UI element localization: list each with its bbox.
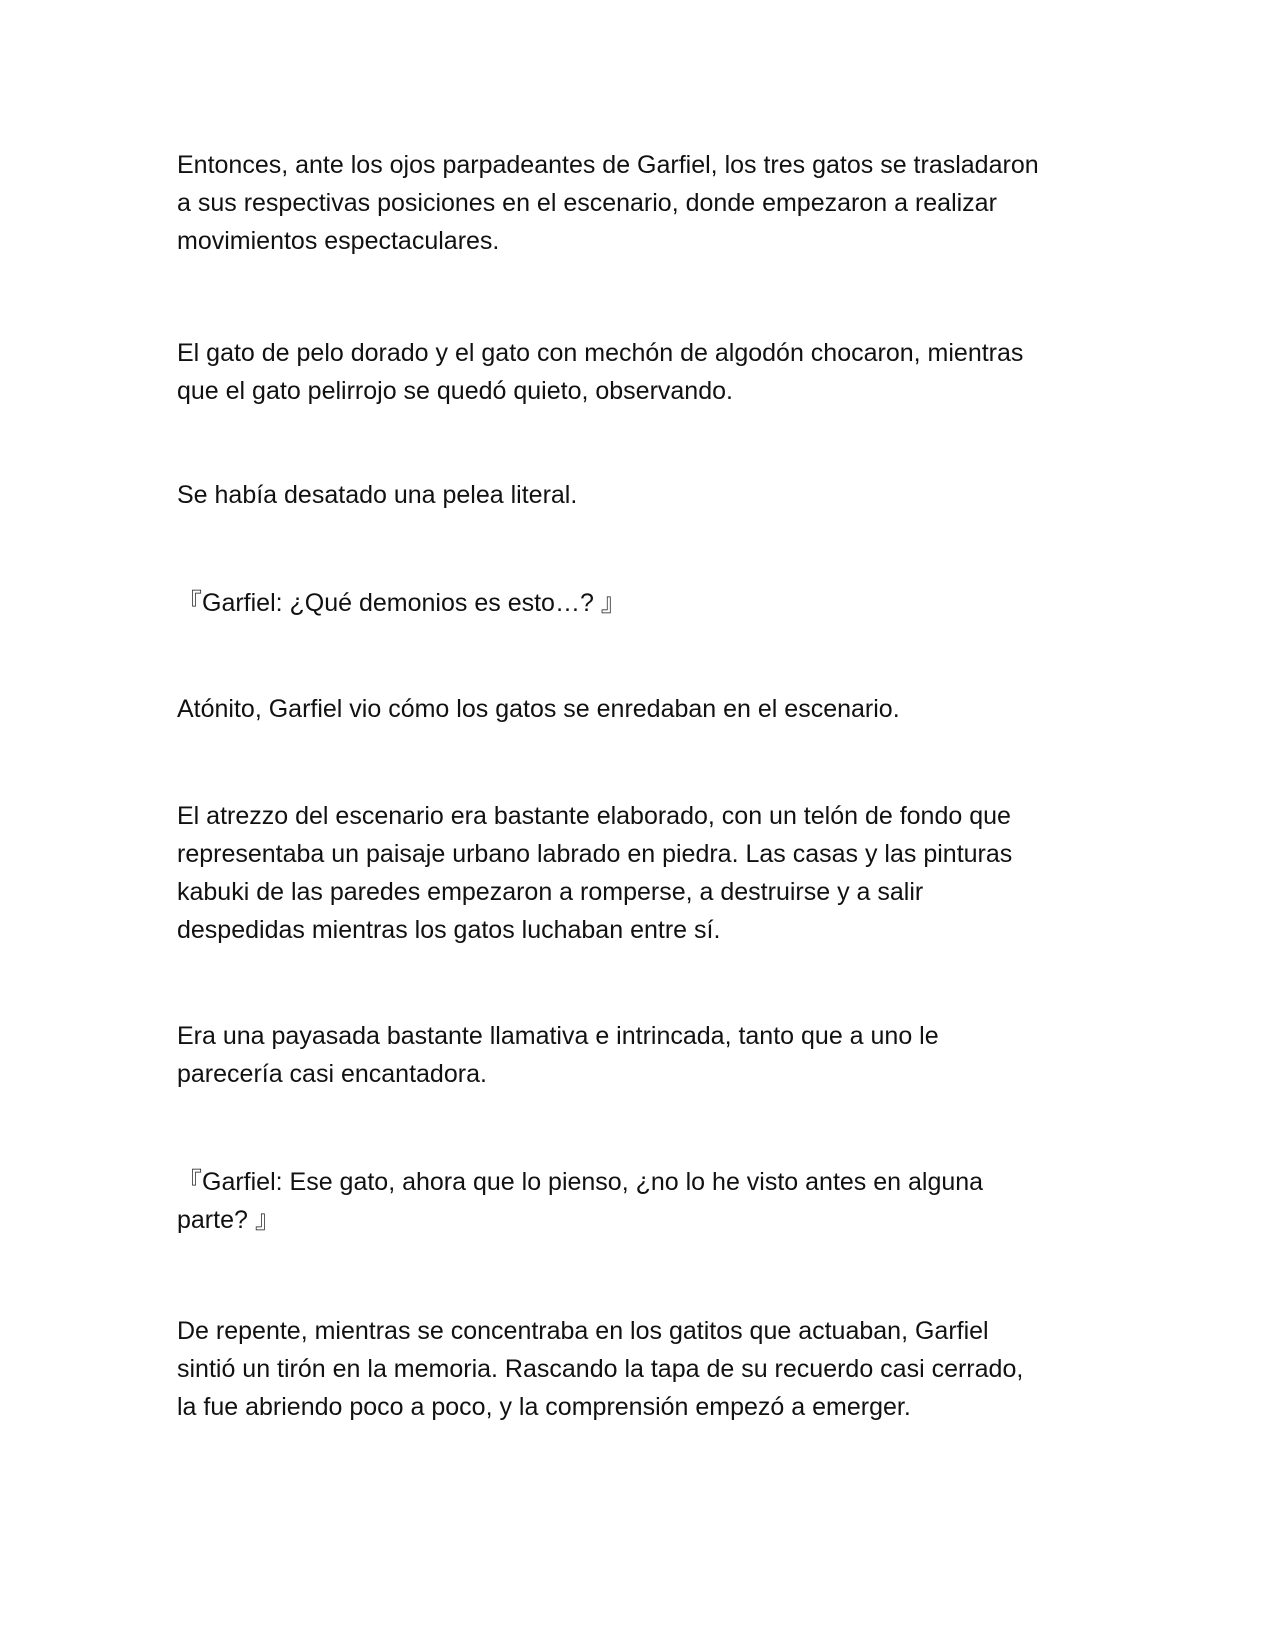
paragraph-6: Era una payasada bastante llamativa e intrincada, tanto que a uno le parecería casi encantadora. — [177, 1022, 939, 1088]
paragraph-5: El atrezzo del escenario era bastante elaborado, con un telón de fondo que representaba un paisaje urbano labrado en piedra. Las casas y las pinturas kabuki de las paredes empezaron a romperse, a destruirse y a salir despedidas mientras los gatos luchaban entre sí. — [177, 802, 1013, 944]
paragraph-1: Entonces, ante los ojos parpadeantes de Garfiel, los tres gatos se trasladaron a sus respectivas posiciones en el escenario, donde empezaron a realizar movimientos espectaculares. — [177, 151, 1039, 255]
dialogue-line-2: 『Garfiel: Ese gato, ahora que lo pienso, ¿no lo he visto antes en alguna parte? 』 — [177, 1168, 984, 1234]
paragraph-2: El gato de pelo dorado y el gato con mechón de algodón chocaron, mientras que el gato pelirrojo se quedó quieto, observando. — [177, 339, 1024, 405]
dialogue-line-1: 『Garfiel: ¿Qué demonios es esto…? 』 — [177, 589, 626, 617]
paragraph-3: Se había desatado una pelea literal. — [177, 481, 578, 509]
paragraph-7: De repente, mientras se concentraba en los gatitos que actuaban, Garfiel sintió un tirón en la memoria. Rascando la tapa de su recuerdo casi cerrado, la fue abriendo poco a poco, y la comprensión empezó a emerger. — [177, 1317, 1024, 1421]
paragraph-4: Atónito, Garfiel vio cómo los gatos se enredaban en el escenario. — [177, 695, 900, 723]
